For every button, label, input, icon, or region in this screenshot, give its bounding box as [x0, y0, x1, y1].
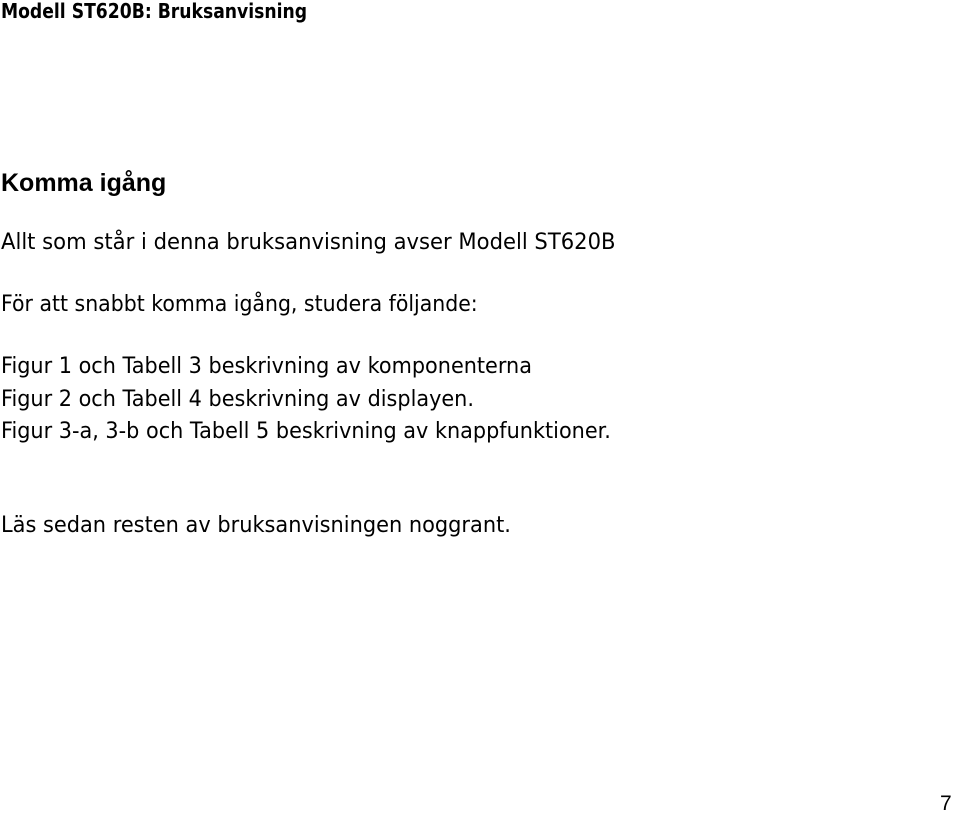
paragraph-scope: Allt som står i denna bruksanvisning avser Modell ST620B	[1, 230, 616, 255]
list-item-components: Figur 1 och Tabell 3 beskrivning av komponenterna	[1, 354, 532, 379]
paragraph-read-rest: Läs sedan resten av bruksanvisningen noggrant.	[1, 513, 511, 538]
document-header: Modell ST620B: Bruksanvisning	[1, 0, 308, 23]
list-item-buttons: Figur 3-a, 3-b och Tabell 5 beskrivning av knappfunktioner.	[1, 419, 611, 444]
section-heading: Komma igång	[1, 169, 167, 197]
list-item-display: Figur 2 och Tabell 4 beskrivning av displayen.	[1, 387, 474, 412]
page-number: 7	[940, 792, 952, 815]
paragraph-quickstart-intro: För att snabbt komma igång, studera följande:	[1, 292, 478, 317]
